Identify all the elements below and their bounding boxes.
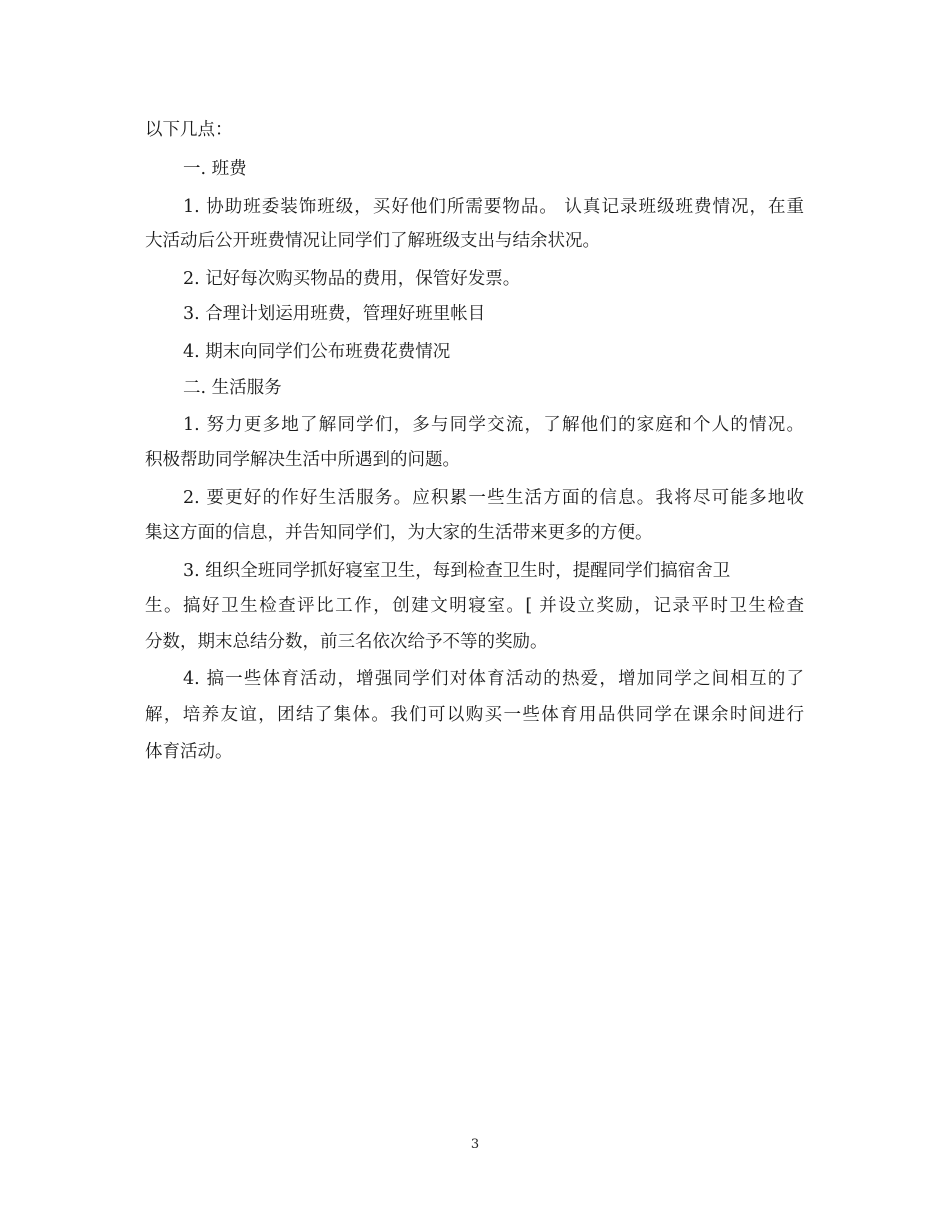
text-line: 集这方面的信息，并告知同学们，为大家的生活带来更多的方便。 (145, 523, 653, 543)
text-line: 大活动后公开班费情况让同学们了解班级支出与结余状况。 (145, 231, 600, 251)
text-line: 2. 要更好的作好生活服务。应积累一些生活方面的信息。我将尽可能多地收 (183, 488, 804, 508)
text-line: 4. 期末向同学们公布班费花费情况 (183, 342, 451, 362)
text-line: 4. 搞一些体育活动，增强同学们对体育活动的热爱，增加同学之间相互的了 (183, 669, 804, 689)
text-line: 分数，期末总结分数，前三名依次给予不等的奖励。 (145, 632, 548, 652)
text-line: 1. 努力更多地了解同学们，多与同学交流，了解他们的家庭和个人的情况。 (183, 415, 804, 435)
text-line: 2. 记好每次购买物品的费用，保管好发票。 (183, 269, 521, 289)
page-number: 3 (470, 1137, 480, 1152)
text-line: 积极帮助同学解决生活中所遇到的问题。 (145, 450, 460, 470)
section-heading-class-fee: 一. 班费 (183, 159, 247, 179)
text-line: 3. 合理计划运用班费，管理好班里帐目 (183, 304, 486, 324)
text-line: 1. 协助班委装饰班级，买好他们所需要物品。 认真记录班级班费情况，在重 (183, 197, 804, 217)
text-line: 体育活动。 (145, 742, 233, 762)
text-line: 解，培养友谊，团结了集体。我们可以购买一些体育用品供同学在课余时间进行 (145, 705, 804, 725)
text-line: 3. 组织全班同学抓好寝室卫生，每到检查卫生时，提醒同学们搞宿舍卫 (183, 561, 731, 581)
text-line: 生。搞好卫生检查评比工作，创建文明寝室。[ 并设立奖励，记录平时卫生检查 (145, 596, 804, 616)
section-heading-life-service: 二. 生活服务 (183, 378, 282, 398)
text-line-intro: 以下几点： (145, 120, 233, 140)
